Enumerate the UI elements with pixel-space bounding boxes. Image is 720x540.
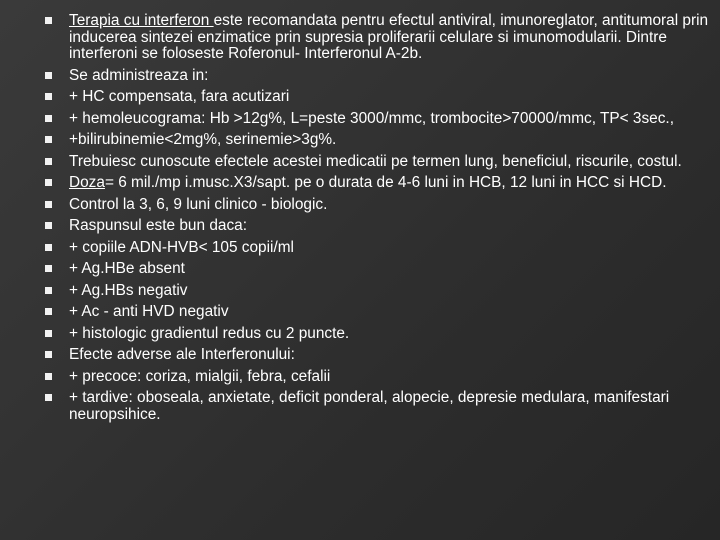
list-item	[45, 304, 710, 321]
square-bullet-icon	[45, 222, 52, 229]
square-bullet-icon	[45, 72, 52, 79]
item-text: + Ag.HBe absent	[69, 260, 185, 278]
square-bullet-icon	[45, 330, 52, 337]
list-item	[45, 261, 710, 278]
square-bullet-icon	[45, 93, 52, 100]
bullet-list	[45, 13, 710, 429]
list-item	[45, 390, 710, 423]
item-text: + precoce: coriza, mialgii, febra, cefalii	[69, 367, 331, 385]
square-bullet-icon	[45, 394, 52, 401]
list-item	[45, 240, 710, 257]
item-text: + hemoleucograma: Hb >12g%, L=peste 3000/mmc, trombocite>70000/mmc, TP< 3sec.,	[69, 109, 674, 127]
square-bullet-icon	[45, 287, 52, 294]
square-bullet-icon	[45, 308, 52, 315]
square-bullet-icon	[45, 265, 52, 272]
list-item	[45, 369, 710, 386]
list-item	[45, 326, 710, 343]
list-item	[45, 132, 710, 149]
item-text: = 6 mil./mp i.musc.X3/sapt. pe o durata de 4-6 luni in HCB, 12 luni in HCC si HCD.	[104, 174, 667, 192]
item-text: este recomandata pentru efectul antiviral, imunoreglator, antitumoral prin inducerea sintezei enzimatice prin supresia proliferarii celulare si imunomodularii. Dintre interferoni se foloseste Roferonul- Interferonul A-2b.	[69, 12, 709, 63]
item-text: + tardive: oboseala, anxietate, deficit ponderal, alopecie, depresie medulara, manifestari neuropsihice.	[69, 389, 670, 424]
item-text: + Ac - anti HVD negativ	[69, 303, 229, 321]
square-bullet-icon	[45, 373, 52, 380]
item-underlined-text: Terapia cu interferon	[69, 12, 214, 29]
item-text: + histologic gradientul redus cu 2 puncte.	[69, 324, 350, 342]
item-text: Trebuiesc cunoscute efectele acestei medicatii pe termen lung, beneficiul, riscurile, costul.	[69, 152, 682, 170]
item-text: + Ag.HBs negativ	[69, 281, 188, 299]
list-item	[45, 111, 710, 128]
item-text: + HC compensata, fara acutizari	[69, 88, 290, 106]
list-item	[45, 218, 710, 235]
list-item	[45, 68, 710, 85]
item-text: Control la 3, 6, 9 luni clinico - biologic.	[69, 195, 328, 213]
square-bullet-icon	[45, 136, 52, 143]
item-text: Efecte adverse ale Interferonului:	[69, 346, 295, 364]
list-item	[45, 175, 710, 192]
list-item	[45, 13, 710, 63]
item-text: Raspunsul este bun daca:	[69, 217, 247, 235]
square-bullet-icon	[45, 17, 52, 24]
item-text: +bilirubinemie<2mg%, serinemie>3g%.	[69, 131, 337, 149]
list-item	[45, 347, 710, 364]
list-item	[45, 154, 710, 171]
square-bullet-icon	[45, 158, 52, 165]
item-text: Se administreaza in:	[69, 66, 209, 84]
square-bullet-icon	[45, 115, 52, 122]
list-item	[45, 89, 710, 106]
square-bullet-icon	[45, 201, 52, 208]
item-text: + copiile ADN-HVB< 105 copii/ml	[69, 238, 294, 256]
list-item	[45, 197, 710, 214]
item-underlined-text: Doza	[69, 174, 105, 192]
square-bullet-icon	[45, 244, 52, 251]
square-bullet-icon	[45, 351, 52, 358]
square-bullet-icon	[45, 179, 52, 186]
list-item	[45, 283, 710, 300]
